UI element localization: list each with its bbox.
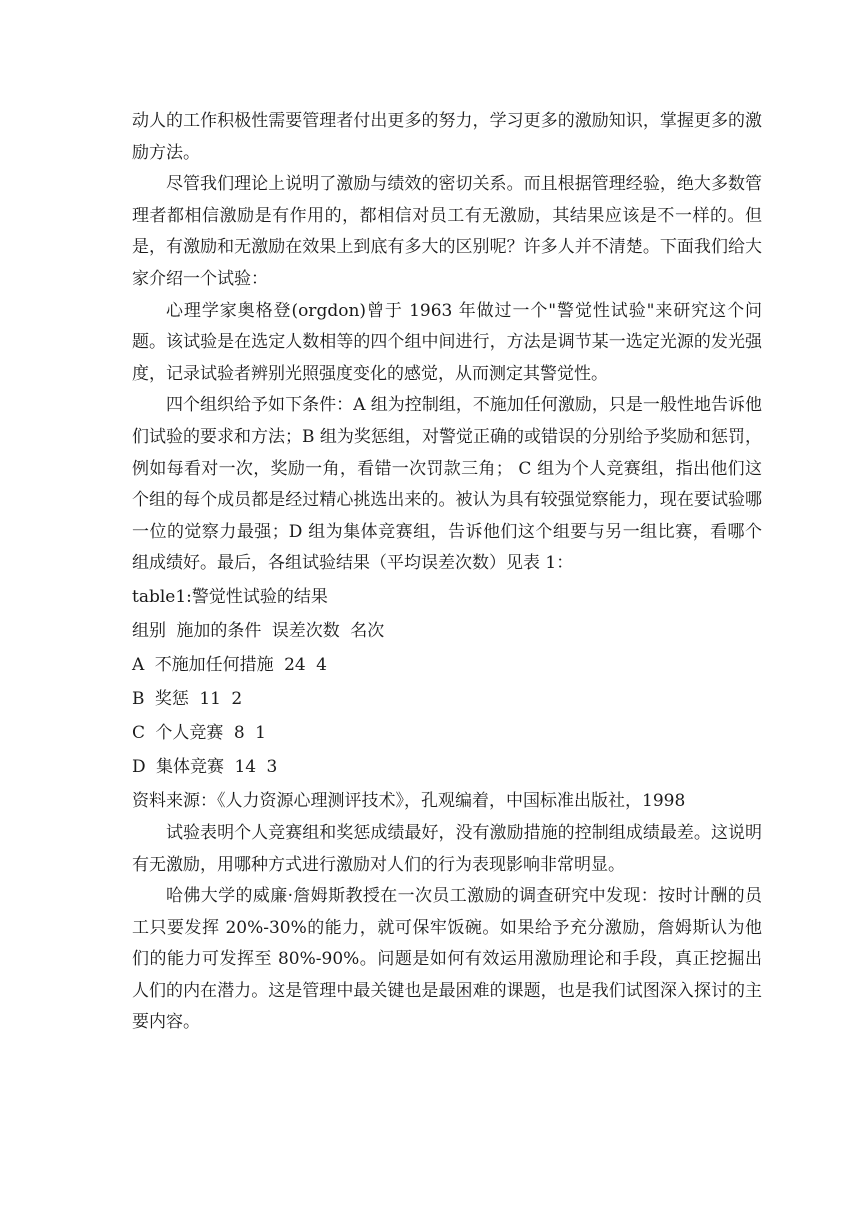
table-row [132, 682, 762, 716]
table-row [132, 648, 762, 682]
table-header-row [132, 614, 762, 648]
table-header-cell: 施加的条件 [176, 620, 262, 641]
table-cell: 24 [284, 654, 306, 675]
table-cell: 2 [231, 688, 243, 709]
table-header-cell: 名次 [350, 620, 385, 641]
table-cell: B [132, 688, 145, 709]
table-row [132, 750, 762, 784]
paragraph-experiment-conclusion: 试验表明个人竞赛组和奖惩成绩最好，没有激励措施的控制组成绩最差。这说明有无激励，用哪种方式进行激励对人们的行为表现影响非常明显。 [132, 822, 762, 875]
paragraph-harvard-james: 哈佛大学的威廉·詹姆斯教授在一次员工激励的调查研究中发现：按时计酬的员工只要发挥 20%-30%的能力，就可保牢饭碗。如果给予充分激励，詹姆斯认为他们的能力可发挥至 80%-90%。问题是如何有效运用激励理论和手段，真正挖掘出人们的内在潜力。这是管理中最关键也是最困难的课题，也是我们试图深入探讨的主要内容。 [132, 886, 762, 1033]
table-cell: 奖惩 [154, 688, 189, 709]
table-cell: 3 [266, 756, 278, 777]
experiment-table [132, 580, 762, 818]
table-cell: 8 [233, 722, 245, 743]
table-cell: 11 [199, 688, 221, 709]
table-cell: 4 [316, 654, 327, 675]
table-cell: 个人竞赛 [155, 722, 224, 743]
paragraph-group-conditions: 四个组织给予如下条件：A 组为控制组，不施加任何激励，只是一般性地告诉他们试验的要求和方法；B 组为奖惩组，对警觉正确的或错误的分别给予奖励和惩罚，例如每看对一次，奖励一角，看错一次罚款三角； C 组为个人竞赛组，指出他们这个组的每个成员都是经过精心挑选出来的。被认为具有较强觉察能力，现在要试验哪一位的觉察力最强；D 组为集体竞赛组，告诉他们这个组要与另一组比赛，看哪个组成绩好。最后，各组试验结果（平均误差次数）见表 1： [132, 395, 762, 574]
table-source-note: 资料来源：《人力资源心理测评技术》，孔观编着，中国标准出版社，1998 [132, 790, 686, 811]
table-cell: 14 [234, 756, 257, 777]
table-header-cell: 组别 [132, 620, 166, 641]
paragraph-continuation: 动人的工作积极性需要管理者付出更多的努力，学习更多的激励知识，掌握更多的激励方法。 [132, 111, 762, 163]
table-row [132, 716, 762, 750]
table-cell: 集体竞赛 [156, 756, 225, 777]
table-cell: A [132, 654, 145, 675]
table-cell: C [132, 722, 146, 743]
paragraph-ogden-experiment: 心理学家奥格登(orgdon)曾于 1963 年做过一个"警觉性试验"来研究这个问题。该试验是在选定人数相等的四个组中间进行，方法是调节某一选定光源的发光强度，记录试验者辨别光照强度变化的感觉，从而测定其警觉性。 [132, 300, 762, 384]
document-body [132, 106, 762, 1039]
table-cell: D [132, 756, 146, 777]
table-header-cell: 误差次数 [271, 620, 340, 641]
paragraph-incentive-performance: 尽管我们理论上说明了激励与绩效的密切关系。而且根据管理经验，绝大多数管理者都相信激励是有作用的，都相信对员工有无激励，其结果应该是不一样的。但是，有激励和无激励在效果上到底有多大的区别呢？许多人并不清楚。下面我们给大家介绍一个试验： [132, 174, 762, 289]
table-cell: 不施加任何措施 [154, 654, 274, 675]
table-cell: 1 [255, 722, 266, 743]
table-title: table1:警觉性试验的结果 [132, 586, 328, 607]
